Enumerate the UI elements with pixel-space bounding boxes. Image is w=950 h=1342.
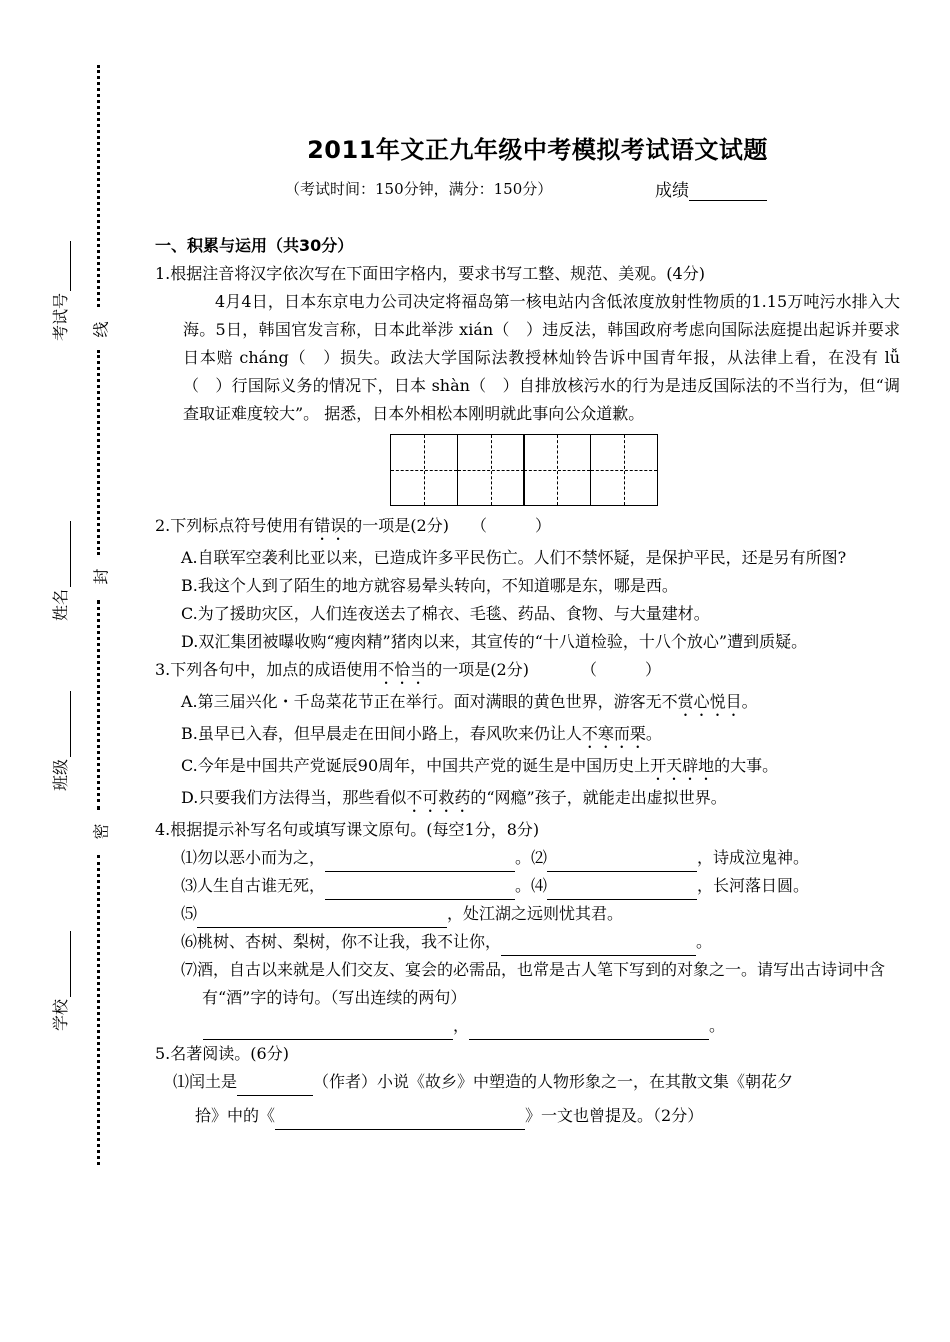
seal-char-feng: 封 <box>89 567 112 587</box>
seal-char-xian: 线 <box>89 320 112 340</box>
stem-text: 3.下列各句中，加点的成语使用 <box>155 660 379 679</box>
fill-row-2: ⑶人生自古谁无死， 。⑷ ，长河落日圆。 <box>181 872 900 900</box>
name-label: 姓名 <box>51 588 70 621</box>
exam-number-field[interactable] <box>49 241 71 341</box>
answer-blank[interactable] <box>275 1111 525 1130</box>
stem-text: 的一项是(2分) <box>346 516 449 535</box>
section-heading: 一、积累与运用（共30分） <box>155 236 354 255</box>
option-b: B.虽早已入春，但早晨走在田间小路上，春风吹来仍让人不寒而栗。 <box>181 724 662 743</box>
answer-blank[interactable] <box>325 853 515 872</box>
option-d: D.只要我们方法得当，那些看似不可救药的“网瘾”孩子，就能走出虚拟世界。 <box>181 788 727 807</box>
answer-blank[interactable] <box>237 1077 313 1096</box>
option-b: B.我这个人到了陌生的地方就容易晕头转向，不知道哪是东，哪是西。 <box>181 576 678 595</box>
name-field[interactable] <box>49 521 71 621</box>
grid-cell[interactable] <box>590 434 658 506</box>
answer-paren[interactable]: （ ） <box>470 516 551 535</box>
option-d: D.双汇集团被曝收购“瘦肉精”猪肉以来，其宣传的“十八道检验，十八个放心”遭到质疑。 <box>181 632 808 651</box>
question-3 <box>155 656 900 816</box>
stem-emphasis: 错误 <box>314 516 347 535</box>
option-c: C.今年是中国共产党诞辰90周年，中国共产党的诞生是中国历史上开天辟地的大事。 <box>181 756 779 775</box>
binding-dotted-line <box>97 855 100 1165</box>
tianzige-grid[interactable] <box>390 434 900 508</box>
question-4 <box>155 816 900 1040</box>
answer-paren[interactable]: （ ） <box>580 660 661 679</box>
option-c: C.为了援助灾区，人们连夜送去了棉衣、毛毯、药品、食物、与大量建材。 <box>181 604 710 623</box>
fill-row-1: ⑴闰土是 （作者）小说《故乡》中塑造的人物形象之一，在其散文集《朝花夕 <box>173 1068 900 1096</box>
answer-blank[interactable] <box>547 853 697 872</box>
score-label: 成绩 <box>655 181 689 201</box>
fill-row-2: 拾》中的《 》一文也曾提及。（2分） <box>195 1102 900 1130</box>
class-field[interactable] <box>49 691 71 791</box>
fill-row-6: ， 。 <box>203 1012 900 1040</box>
grid-cell[interactable] <box>523 434 591 506</box>
question-5 <box>155 1040 900 1130</box>
question-stem: 5.名著阅读。(6分) <box>155 1044 289 1063</box>
answer-blank[interactable] <box>469 1021 709 1040</box>
stem-emphasis: 不恰当 <box>378 660 427 679</box>
answer-blank[interactable] <box>197 909 447 928</box>
seal-char-mi: 密 <box>89 822 112 842</box>
fill-row-3: ⑸ ，处江湖之远则忧其君。 <box>181 900 900 928</box>
exam-info: （考试时间：150分钟，满分：150分） <box>285 180 553 198</box>
school-field[interactable] <box>49 931 71 1031</box>
question-1 <box>155 260 900 508</box>
fill-row-1: ⑴勿以恶小而为之， 。⑵ ，诗成泣鬼神。 <box>181 844 900 872</box>
answer-blank[interactable] <box>203 1021 453 1040</box>
school-label: 学校 <box>51 998 70 1031</box>
question-2 <box>155 512 900 656</box>
exam-content <box>155 232 900 1130</box>
class-label: 班级 <box>51 758 70 791</box>
score-field[interactable] <box>655 176 767 201</box>
question-stem: 1.根据注音将汉字依次写在下面田字格内，要求书写工整、规范、美观。(4分) <box>155 264 705 283</box>
question-stem: 4.根据提示补写名句或填写课文原句。(每空1分，8分) <box>155 820 540 839</box>
binding-dotted-line <box>97 600 100 810</box>
question-stem <box>155 512 900 544</box>
answer-blank[interactable] <box>547 881 697 900</box>
binding-dotted-line <box>97 65 100 307</box>
option-a: A.自联军空袭利比亚以来，已造成许多平民伤亡。人们不禁怀疑，是保护平民，还是另有所图? <box>181 548 847 567</box>
answer-blank[interactable] <box>325 881 515 900</box>
binding-dotted-line <box>97 350 100 555</box>
score-blank[interactable] <box>689 182 767 201</box>
question-stem <box>155 656 900 688</box>
option-a: A.第三届兴化・千岛菜花节正在举行。面对满眼的黄色世界，游客无不赏心悦目。 <box>181 692 758 711</box>
grid-cell[interactable] <box>390 434 458 506</box>
answer-blank[interactable] <box>501 937 696 956</box>
stem-text: 的一项是(2分) <box>426 660 529 679</box>
page-title: 2011年文正九年级中考模拟考试语文试题 <box>307 136 768 164</box>
question-passage: 4月4日，日本东京电力公司决定将福岛第一核电站内含低浓度放射性物质的1.15万吨污水排入大海。5日，韩国官发言称，日本此举涉 xián（ ）违反法，韩国政府考虑向国际法庭提出起诉并要求日本赔 cháng（ ）损失。政法大学国际法教授林灿铃告诉中国青年报，从法律上看，在没有 lǚ（ ）行国际义务的情况下，日本 shàn（ ）自排放核污水的行为是违反国际法的不当行为，但“调查取证难度较大”。 据悉，日本外相松本刚明就此事向公众道歉。 <box>183 292 900 423</box>
exam-number-label: 考试号 <box>51 292 70 341</box>
fill-row-4: ⑹桃树、杏树、梨树，你不让我，我不让你， 。 <box>181 928 900 956</box>
fill-row-5: ⑺酒，自古以来就是人们交友、宴会的必需品，也常是古人笔下写到的对象之一。请写出古诗词中含有“酒”字的诗句。（写出连续的两句） <box>181 960 886 1007</box>
stem-text: 2.下列标点符号使用有 <box>155 516 315 535</box>
grid-cell[interactable] <box>457 434 525 506</box>
